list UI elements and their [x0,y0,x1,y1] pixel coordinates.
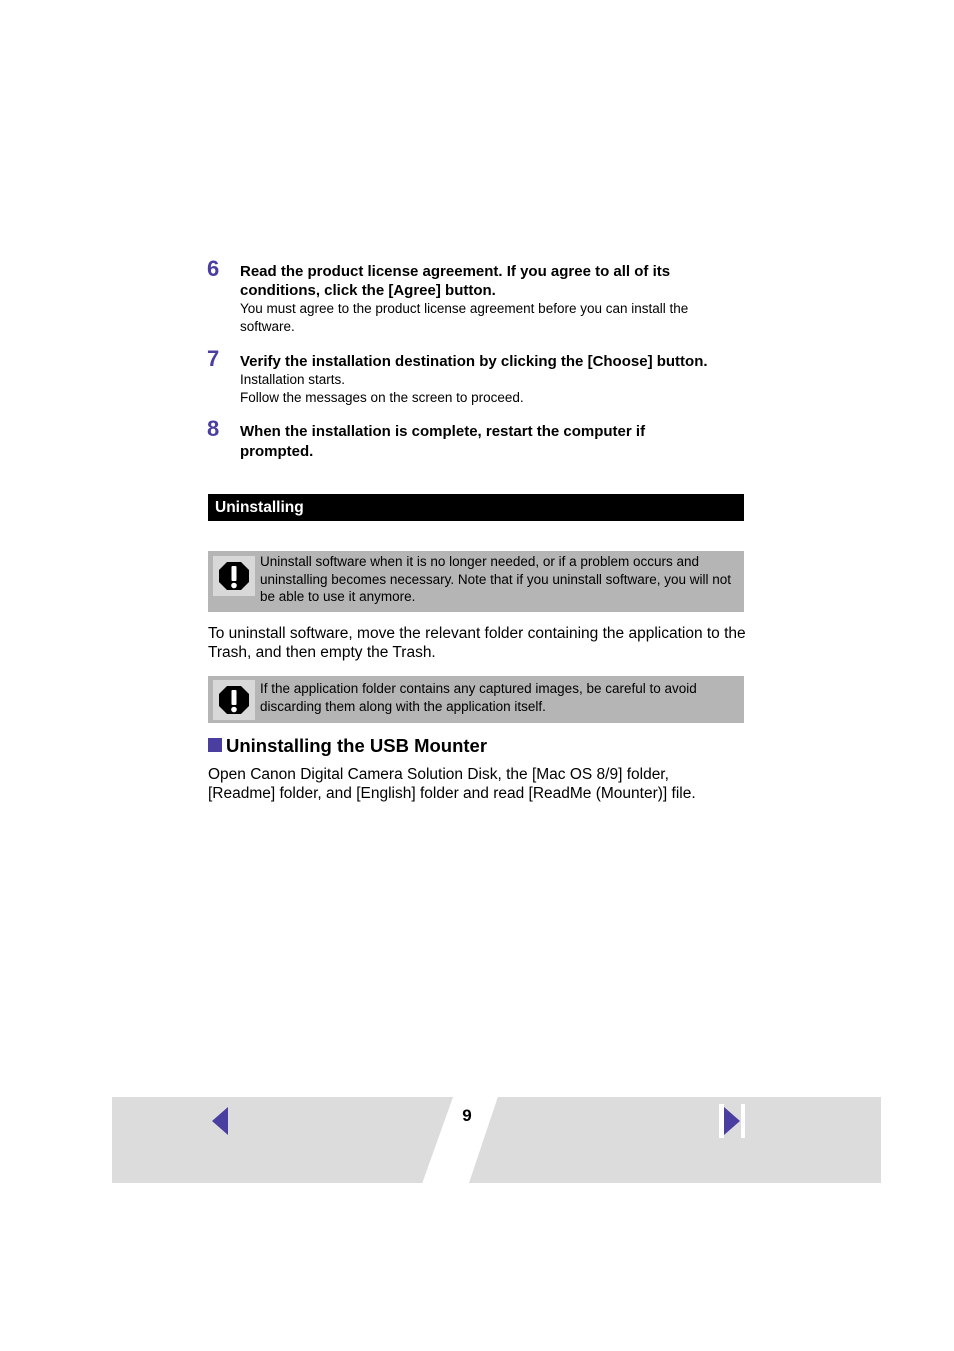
mounter-paragraph: Open Canon Digital Camera Solution Disk, the [Mac OS 8/9] folder, [Readme] folder, and [English] folder and read [ReadMe (Mounter)] file. [208,766,696,802]
step-note: Follow the messages on the screen to proceed. [240,389,524,405]
step-body [240,422,745,462]
section-title: Uninstalling [215,499,304,516]
step-note: You must agree to the product license agreement before you can install the software. [240,301,689,334]
step-number: 8 [207,416,220,441]
subheading [208,735,487,757]
step-body [240,352,745,406]
caution-icon [213,556,255,596]
step-body [240,262,745,335]
step-title: When the installation is complete, restart the computer if prompted. [240,423,646,460]
caution-box [208,551,744,612]
step-note: Installation starts. [240,372,346,387]
right-arrow-icon[interactable] [719,1104,745,1138]
step-title: Read the product license agreement. If you agree to all of its conditions, click the [Agree] button. [240,263,671,299]
left-arrow-icon[interactable] [208,1104,232,1138]
nav-prev-panel[interactable] [112,1097,453,1183]
subheading-title: Uninstalling the USB Mounter [226,735,488,756]
square-bullet-icon [208,738,222,752]
step-number: 7 [207,346,220,371]
uninstall-paragraph: To uninstall software, move the relevant folder containing the application to the Trash, and then empty the Trash. [208,625,746,661]
page-number: 9 [462,1106,472,1125]
caution-icon [213,680,255,720]
section-header [208,494,744,521]
nav-next-panel[interactable] [469,1097,881,1183]
step-title: Verify the installation destination by clicking the [Choose] button. [240,353,708,370]
caution-text: Uninstall software when it is no longer needed, or if a problem occurs and uninstalling becomes necessary. Note that if you uninstall software, you will not be able to use it anymore. [260,554,731,604]
caution-box [208,676,744,723]
step-number: 6 [207,256,220,281]
caution-text: If the application folder contains any captured images, be careful to avoid discarding them along with the application itself. [260,681,697,714]
